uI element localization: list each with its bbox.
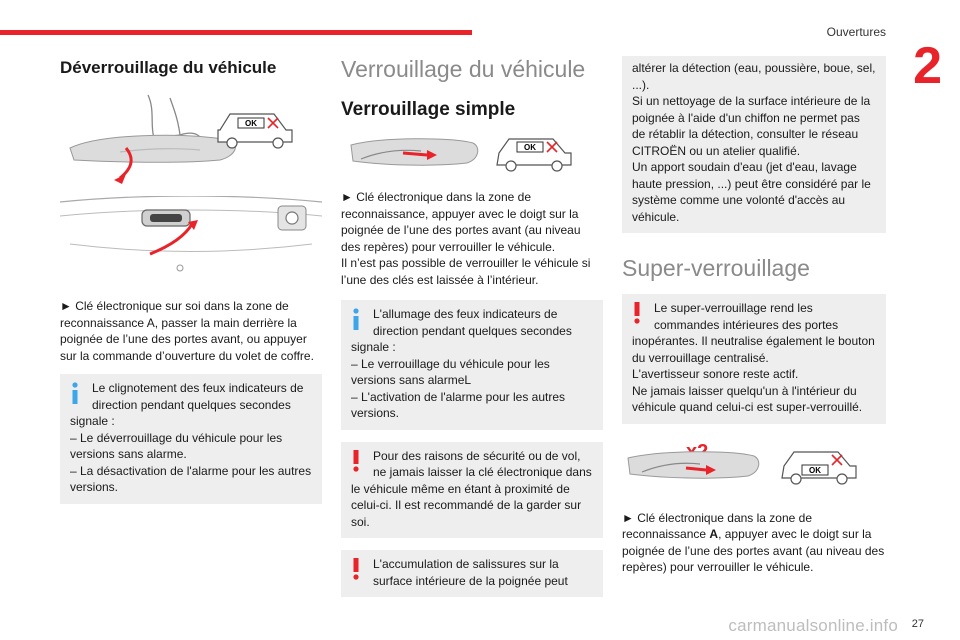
info-note-first-line: L'allumage des feux indicateurs de direction pendant quelques secondes (373, 307, 572, 338)
heading-unlocking: Déverrouillage du véhicule (60, 58, 277, 77)
paragraph-super-lock-start: ► Clé électronique dans la zone de reconnaissance (622, 510, 812, 541)
warning-icon (630, 302, 644, 324)
section-title: Ouvertures (826, 25, 886, 39)
column-locking (341, 52, 603, 597)
illustration-trunk-release (60, 196, 322, 282)
heading-locking: Verrouillage du véhicule (341, 56, 586, 82)
warning-icon (349, 558, 363, 580)
zone-label-a: A (709, 527, 719, 541)
info-note-unlock (60, 374, 322, 504)
ok-badge: OK (245, 119, 257, 128)
illustration-double-press-handle (622, 436, 886, 492)
warning-note-dirt-continued (622, 56, 886, 233)
paragraph-lock-instruction: ► Clé électronique dans la zone de reconnaissance, appuyer avec le doigt sur la poignée de l’une des portes avant (au niveau des repères) pour verrouiller le véhicule. (341, 190, 581, 254)
info-note-text: signale : – Le déverrouillage du véhicule pour les versions sans alarme. – La désactivation de l'alarme pour les autres versions. (70, 414, 312, 494)
warning-note-continued-text: altérer la détection (eau, poussière, boue, sel, ...). Si un nettoyage de la surface intérieure de la poignée à l'aide d'un chiffon ne permet pas de rétablir la détection, consulter le réseau CITROËN ou un atelier qualifié. Un apport soudain d'eau (jet d'eau, lavage haute pression, ...) peut être considéré par le système comme une volonté d'accès au véhicule. (632, 61, 876, 224)
ok-badge: OK (809, 465, 821, 475)
illustration-finger-on-handle (341, 129, 603, 179)
car-icon (218, 114, 292, 148)
car-icon (782, 452, 856, 484)
info-icon (68, 382, 82, 404)
warning-note-text: inopérantes. Il neutralise également le bouton du verrouillage centralisé. L'avertisseur sonore reste actif. Ne jamais laisser quelqu'un à l'intérieur du véhicule quand celui-ci est super-verrouillé. (632, 334, 875, 414)
warning-note-first-line: L'accumulation de salissures sur la surface intérieure de la poignée peut (373, 557, 568, 588)
header-accent-bar (0, 30, 472, 35)
warning-note-first-line: Pour des raisons de sécurité ou de vol, ne jamais laisser la clé électronique dans (373, 448, 592, 479)
info-note-first-line: Le clignotement des feux indicateurs de direction pendant quelques secondes (92, 381, 304, 412)
column-unlocking (60, 52, 322, 504)
info-note-lock (341, 300, 603, 430)
paragraph-unlock-instruction: ► Clé électronique sur soi dans la zone de reconnaissance A, passer la main derrière la poignée de l’une des portes avant, ou appuyer sur la commande d’ouverture du volet de coffre. (60, 299, 314, 363)
warning-note-dirt (341, 550, 603, 597)
warning-note-text: le véhicule même en étant à proximité de celui-ci. Il est recommandé de la garder sur soi. (351, 481, 582, 529)
watermark: carmanualsonline.info (728, 616, 898, 635)
paragraph-key-inside: Il n’est pas possible de verrouiller le véhicule si l’une des clés est laissée à l’intérieur. (341, 256, 591, 287)
chapter-number: 2 (913, 37, 942, 95)
heading-super-locking: Super-verrouillage (622, 255, 810, 281)
car-icon (497, 139, 571, 171)
illustration-hand-on-door-handle (60, 90, 322, 192)
subheading-simple-locking: Verrouillage simple (341, 99, 516, 120)
info-icon (349, 308, 363, 330)
info-note-text: signale : – Le verrouillage du véhicule pour les versions sans alarmeL – L'activation de l'alarme pour les autres versions. (351, 340, 566, 420)
warning-note-super-locking (622, 294, 886, 424)
paragraph-super-lock-end: , appuyer avec le doigt sur la poignée de l’une des portes avant (au niveau des repères) pour verrouiller le véhicule. (622, 527, 885, 574)
warning-note-key-security (341, 442, 603, 539)
ok-badge: OK (524, 143, 536, 152)
column-super-locking (622, 56, 886, 576)
paragraph-super-lock-instruction (622, 510, 886, 576)
warning-note-first-line: Le super-verrouillage rend les commandes intérieures des portes (654, 301, 839, 332)
page-number: 27 (911, 618, 924, 630)
warning-icon (349, 450, 363, 472)
